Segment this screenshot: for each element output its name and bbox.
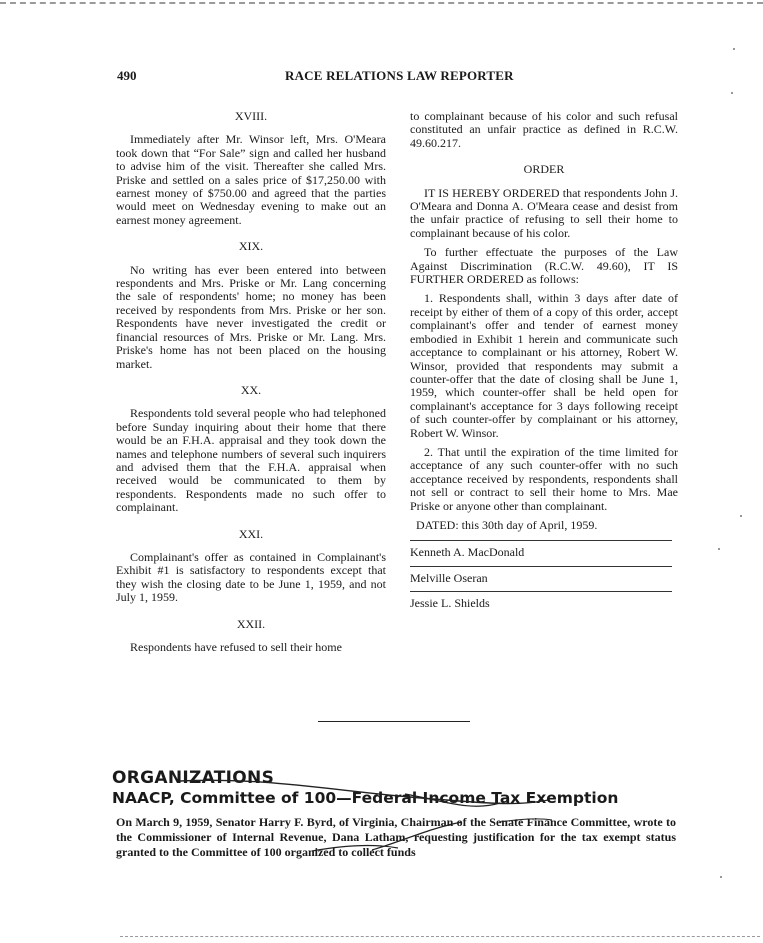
section-heading: XIX. — [238, 239, 264, 254]
dated-line: DATED: this 30th day of April, 1959. — [416, 517, 598, 532]
signature-name: Kenneth A. MacDonald — [410, 540, 672, 565]
order-paragraph: 2. That until the expiration of the time limited for acceptance of any such counter-offer with no such acceptance received by respondents, respondents shall not sell or contract to sell their home to Mrs. Mae Priske or anyone other than complainant. — [410, 444, 678, 513]
page-header — [117, 68, 677, 86]
section-text: No writing has ever been entered into between respondents and Mrs. Priske or Mr. Lang concerning the sale of respondents' home; no money has been received by respondents from Mrs. Priske or her son. Respondents have never investigated the credit or financial resources of Mrs. Priske or Mr. Lang. Mrs. Priske's home has not been placed on the housing market. — [116, 262, 386, 371]
left-column — [116, 110, 386, 667]
section-text: Complainant's offer as contained in Complainant's Exhibit #1 is satisfactory to respondents except that they wish the closing date to be June 1, 1959, and not July 1, 1959. — [116, 549, 386, 605]
section-heading: XXII. — [236, 616, 266, 631]
order-paragraph: IT IS HEREBY ORDERED that respondents John J. O'Meara and Donna A. O'Meara cease and desist from the unfair practice of refusing to sell their home to complainant because of his color. — [410, 185, 678, 240]
article-title: NAACP, Committee of 100—Federal Income Tax Exemption — [112, 789, 619, 807]
signature-block — [410, 540, 678, 616]
section-text: Respondents have refused to sell their home — [130, 640, 342, 654]
section-heading: XVIII. — [234, 109, 268, 123]
section-text: Immediately after Mr. Winsor left, Mrs. O'Meara took down that “For Sale” sign and called her husband to advise him of the visit. Thereafter she called Mrs. Priske and settled on a sales price of $17,250.00 with earnest money of $750.00 and agreed that the parties would meet on Wednesday evening to make out an earnest money agreement. — [116, 132, 386, 227]
right-column — [410, 110, 678, 617]
section-heading: XXI. — [238, 526, 264, 541]
section-heading: XX. — [240, 382, 262, 397]
signature-name: Jessie L. Shields — [410, 591, 672, 616]
running-head: RACE RELATIONS LAW REPORTER — [285, 68, 514, 83]
continued-text: to complainant because of his color and such refusal constituted an unfair practice as defined in R.C.W. 49.60.217. — [410, 109, 678, 150]
scan-speck — [733, 48, 735, 50]
scan-top-edge — [0, 2, 763, 4]
section-divider — [318, 721, 470, 722]
scan-speck — [718, 548, 720, 550]
order-paragraph: To further effectuate the purposes of the Law Against Discrimination (R.C.W. 49.60), IT IS FURTHER ORDERED as follows: — [410, 245, 678, 287]
scan-speck — [731, 92, 733, 94]
section-xviii — [116, 110, 386, 227]
section-xx — [116, 384, 386, 515]
order-heading: ORDER — [523, 162, 565, 177]
page-number: 490 — [117, 68, 137, 83]
order-paragraph: 1. Respondents shall, within 3 days after date of receipt by either of them of a copy of this order, accept complainant's offer and tender of earnest money embodied in Exhibit 1 herein and communicate such acceptance to complainant or his attorney, Robert W. Winsor, provided that respondents may submit a counter-offer that the date of closing shall be June 1, 1959, which counter-offer shall be held open for complainant's acceptance for 3 days following receipt of such counter-offer by complainant or his attorney, Robert W. Winsor. — [410, 291, 678, 440]
signature-name: Melville Oseran — [410, 566, 672, 591]
scan-speck — [720, 876, 722, 878]
section-xxii — [116, 618, 386, 655]
organizations-heading: ORGANIZATIONS — [112, 768, 275, 788]
section-text: Respondents told several people who had telephoned before Sunday inquiring about their home that there would be an F.H.A. appraisal and they took down the names and telephone numbers of several such inquirers and advised them that the F.H.A. appraisal when received would be communicated to them by respondents. Respondents made no such offer to complainant. — [116, 406, 386, 515]
section-xix — [116, 240, 386, 371]
article-body: On March 9, 1959, Senator Harry F. Byrd, of Virginia, Chairman of the Senate Finance Committee, wrote to the Commissioner of Internal Revenue, Dana Latham, requesting justification for the tax exempt status granted to the Committee of 100 organized to collect funds — [116, 815, 676, 859]
scan-speck — [740, 515, 742, 517]
scan-bottom-edge — [120, 936, 760, 937]
section-xxi — [116, 528, 386, 605]
